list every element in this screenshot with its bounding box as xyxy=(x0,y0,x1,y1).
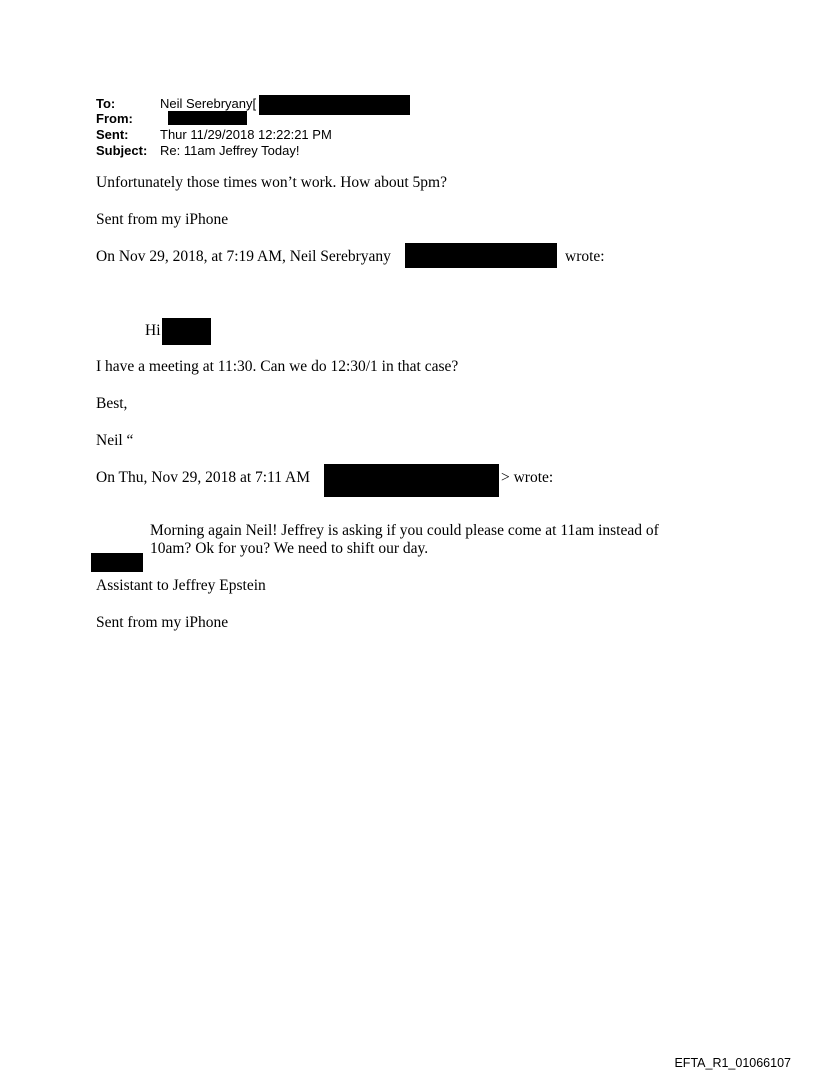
redaction-greeting-name xyxy=(162,318,211,345)
to-value: Neil Serebryany[ xyxy=(160,96,257,111)
quote2-prefix: On Thu, Nov 29, 2018 at 7:11 AM xyxy=(96,469,310,486)
meeting-line: I have a meeting at 11:30. Can we do 12:30/1 in that case? xyxy=(96,358,459,375)
quote1-prefix: On Nov 29, 2018, at 7:19 AM, Neil Serebryany xyxy=(96,248,391,265)
redaction-quote2-email xyxy=(324,464,499,497)
sent-label: Sent: xyxy=(96,127,129,142)
subject-value: Re: 11am Jeffrey Today! xyxy=(160,143,300,158)
from-label: From: xyxy=(96,111,133,126)
morning-line-2: 10am? Ok for you? We need to shift our day. xyxy=(150,540,429,557)
quote2-suffix: > wrote: xyxy=(501,469,554,486)
subject-label: Subject: xyxy=(96,143,148,158)
document-id: EFTA_R1_01066107 xyxy=(674,1056,791,1070)
assistant-title: Assistant to Jeffrey Epstein xyxy=(96,577,266,594)
sender-neil: Neil “ xyxy=(96,432,134,449)
signature-iphone-2: Sent from my iPhone xyxy=(96,614,229,631)
signature-iphone-1: Sent from my iPhone xyxy=(96,211,229,228)
morning-line-1: Morning again Neil! Jeffrey is asking if you could please come at 11am instead of xyxy=(150,522,659,539)
redaction-from xyxy=(168,111,247,125)
redaction-quote1-email xyxy=(405,243,557,268)
closing-best: Best, xyxy=(96,395,128,412)
sent-value: Thur 11/29/2018 12:22:21 PM xyxy=(160,127,332,142)
to-label: To: xyxy=(96,96,116,111)
redaction-to-email xyxy=(259,95,410,115)
greeting-hi: Hi xyxy=(145,322,161,339)
quote1-suffix: wrote: xyxy=(565,248,605,265)
reply-line: Unfortunately those times won’t work. How about 5pm? xyxy=(96,174,447,191)
redaction-assistant-name xyxy=(91,553,143,572)
